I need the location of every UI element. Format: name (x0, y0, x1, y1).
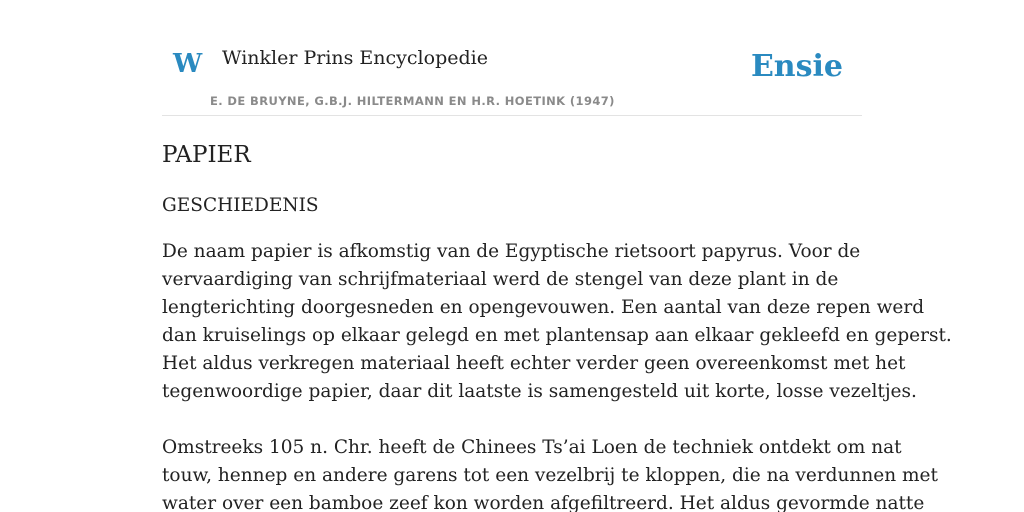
paragraph-line: water over een bamboe zeef kon worden afgefiltreerd. Het aldus gevormde natte (162, 493, 925, 512)
header (162, 0, 862, 116)
paragraph-line: dan kruiselings op elkaar gelegd en met plantensap aan elkaar gekleefd en geperst. (162, 325, 952, 346)
paragraph-line: Omstreeks 105 n. Chr. heeft de Chinees Ts’ai Loen de techniek ontdekt om nat (162, 437, 902, 458)
ensie-logo[interactable]: Ensie (750, 49, 843, 84)
article-title: PAPIER (162, 142, 251, 168)
publication-title[interactable]: Winkler Prins Encyclopedie (222, 47, 488, 69)
publication-authors: E. DE BRUYNE, G.B.J. HILTERMANN EN H.R. HOETINK (1947) (210, 94, 615, 108)
paragraph-2 (162, 434, 938, 512)
paragraph-line: tegenwoordige papier, daar dit laatste is samengesteld uit korte, losse vezeltjes. (162, 381, 917, 402)
section-heading: GESCHIEDENIS (162, 195, 319, 216)
winkler-prins-logo-icon[interactable]: W (173, 49, 203, 79)
paragraph-line: vervaardiging van schrijfmateriaal werd de stengel van deze plant in de (162, 269, 839, 290)
paragraph-1 (162, 238, 952, 406)
paragraph-line: Het aldus verkregen materiaal heeft echter verder geen overeenkomst met het (162, 353, 906, 374)
paragraph-line: touw, hennep en andere garens tot een vezelbrij te kloppen, die na verdunnen met (162, 465, 938, 486)
paragraph-line: lengterichting doorgesneden en opengevouwen. Een aantal van deze repen werd (162, 297, 925, 318)
page (162, 0, 952, 512)
paragraph-line: De naam papier is afkomstig van de Egyptische rietsoort papyrus. Voor de (162, 241, 861, 262)
